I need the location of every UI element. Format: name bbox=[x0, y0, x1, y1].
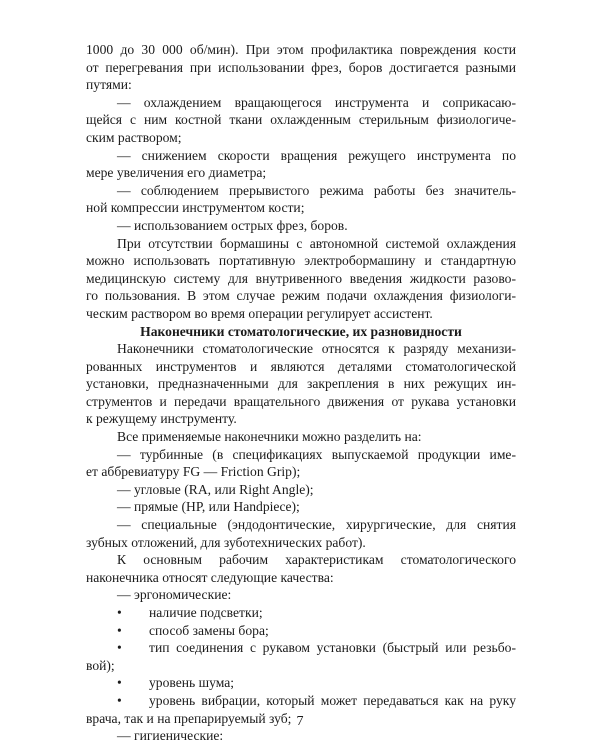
bullet-item bbox=[86, 674, 516, 692]
body-text bbox=[86, 41, 516, 745]
text-line: ет аббревиатуру FG — Friction Grip); bbox=[86, 464, 301, 480]
bullet-text: наличие подсветки; bbox=[149, 605, 263, 620]
bullet-text: уровень шума; bbox=[149, 675, 235, 691]
text-line: к режущему инструменту. bbox=[86, 411, 237, 427]
text-line: — гигиенические: bbox=[117, 728, 224, 744]
text-line: Все применяемые наконечники можно разделить на: bbox=[117, 429, 422, 445]
bullet-text: уровень вибрации, который может передаваться как на руку bbox=[149, 692, 516, 708]
text-line: зубных отложений, для зуботехнических работ). bbox=[86, 534, 366, 550]
page-number: 7 bbox=[296, 714, 304, 729]
text-line: — эргономические: bbox=[117, 587, 232, 603]
text-line: — турбинные (в спецификациях выпускаемой продукции име- bbox=[117, 446, 516, 462]
bullet-marker: • bbox=[117, 605, 122, 620]
bullet-marker: • bbox=[117, 622, 122, 638]
bullet-item bbox=[86, 692, 516, 710]
bullet-item bbox=[86, 639, 516, 657]
bullet-item bbox=[86, 622, 516, 640]
text-line: 1000 до 30 000 об/мин). При этом профилактика повреждения кости bbox=[86, 42, 516, 57]
text-line: ским раствором; bbox=[86, 129, 182, 145]
text-line: врача, так и на препарируемый зуб; bbox=[86, 710, 292, 726]
text-line: ной компрессии инструментом кости; bbox=[86, 200, 305, 216]
text-line: ческим раствором во время операции регулирует ассистент. bbox=[86, 305, 433, 321]
text-line: Наконечники стоматологические относятся к разряду механизи- bbox=[117, 341, 516, 357]
text-line: установки, предназначенными для закрепления в них режущих ин- bbox=[86, 376, 516, 392]
text-line: щейся с ним костной ткани охлажденным стерильным физиологиче- bbox=[86, 112, 516, 128]
text-line: — специальные (эндодонтические, хирургические, для снятия bbox=[117, 517, 516, 533]
bullet-text: тип соединения с рукавом установки (быстрый или резьбо- bbox=[149, 640, 516, 656]
text-line: можно использовать портативную электробормашину и стандартную bbox=[86, 253, 516, 269]
text-line: наконечника относят следующие качества: bbox=[86, 569, 334, 585]
text-line: — охлаждением вращающегося инструмента и соприкасаю- bbox=[117, 94, 516, 110]
text-line: мере увеличения его диаметра; bbox=[86, 165, 267, 181]
text-line: — прямые (HP, или Handpiece); bbox=[117, 499, 300, 515]
text-line: медицинскую систему для внутривенного введения жидкости разово- bbox=[86, 270, 516, 286]
bullet-item bbox=[86, 604, 516, 622]
text-line: — соблюдением прерывистого режима работы без значитель- bbox=[117, 182, 516, 198]
text-line: вой); bbox=[86, 657, 115, 673]
section-heading: Наконечники стоматологические, их разновидности bbox=[140, 323, 462, 339]
text-line: — снижением скорости вращения режущего инструмента по bbox=[117, 147, 516, 163]
bullet-marker: • bbox=[117, 675, 122, 691]
text-line: путями: bbox=[86, 77, 132, 93]
bullet-text: способ замены бора; bbox=[149, 622, 269, 638]
bullet-marker: • bbox=[117, 640, 122, 656]
text-line: — угловые (RA, или Right Angle); bbox=[117, 481, 314, 497]
bullet-marker: • bbox=[117, 692, 122, 708]
text-line: струментов и передачи вращательного движения от рукава установки bbox=[86, 393, 516, 409]
text-line: К основным рабочим характеристикам стоматологического bbox=[117, 552, 516, 568]
text-line: При отсутствии бормашины с автономной системой охлаждения bbox=[117, 235, 516, 251]
text-line: рованных инструментов и являются деталями стоматологической bbox=[86, 358, 516, 374]
text-line: го пользования. В этом случае режим подачи охлаждения физиологи- bbox=[86, 288, 516, 304]
text-line: — использованием острых фрез, боров. bbox=[117, 217, 348, 233]
text-line: от перегревания при использовании фрез, боров достигается разными bbox=[86, 59, 516, 75]
